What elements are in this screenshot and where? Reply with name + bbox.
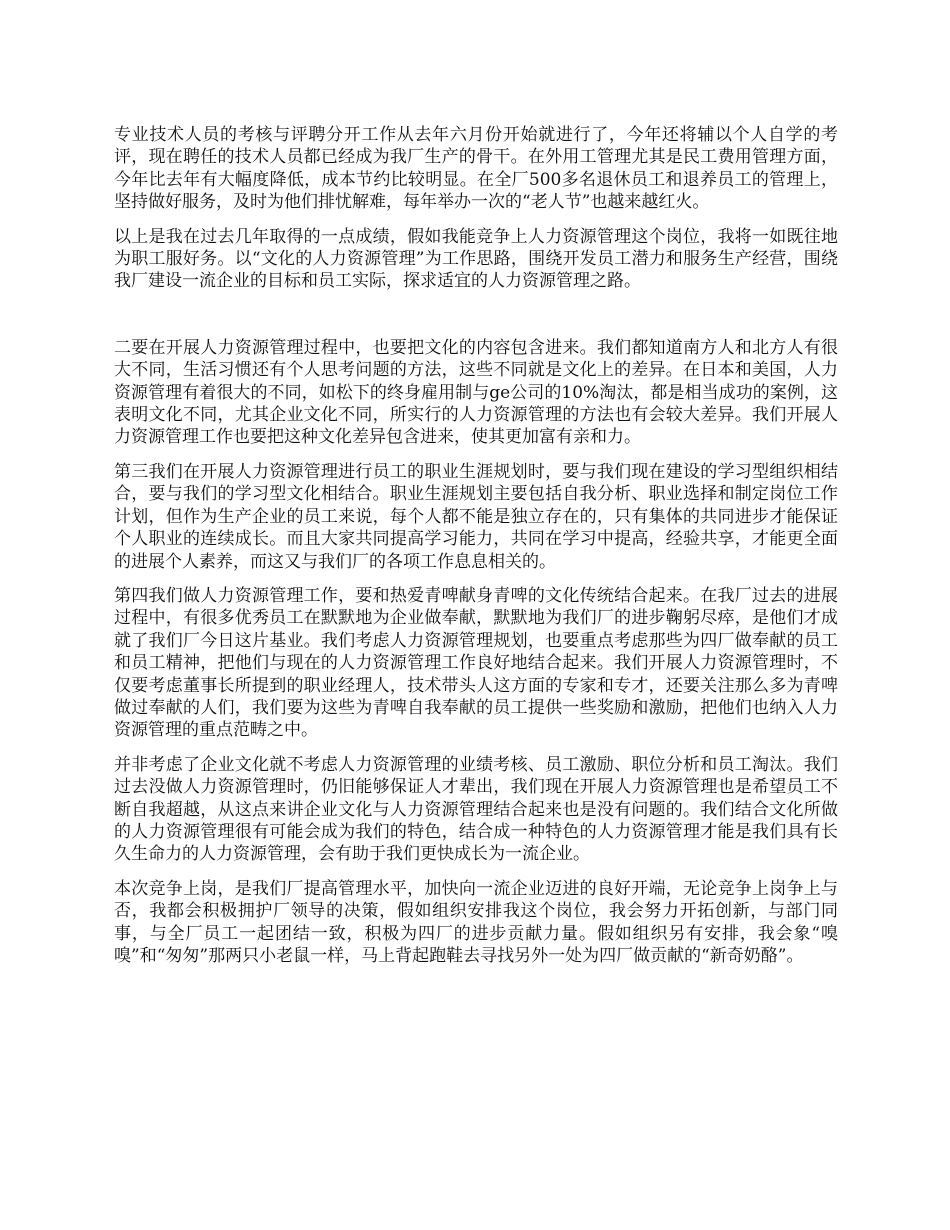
document-page — [114, 124, 838, 979]
paragraph-closing-statement: 本次竞争上岗，是我们厂提高管理水平，加快向一流企业迈进的良好开端，无论竞争上岗争上与否，我都会积极拥护厂领导的决策，假如组织安排我这个岗位，我会努力开拓创新，与部门同事，与全厂员工一起团结一致，积极为四厂的进步贡献力量。假如组织另有安排，我会象“嗅嗅”和“匆匆”那两只小老鼠一样，马上背起跑鞋去寻找另外一处为四厂做贡献的“新奇奶酪”。 — [114, 878, 838, 966]
paragraph-dedication-tradition: 第四我们做人力资源管理工作，要和热爱青啤献身青啤的文化传统结合起来。在我厂过去的进展过程中，有很多优秀员工在默默地为企业做奉献，默默地为我们厂的进步鞠躬尽瘁，是他们才成就了我们厂今日这片基业。我们考虑人力资源管理规划，也要重点考虑那些为四厂做奉献的员工和员工精神，把他们与现在的人力资源管理工作良好地结合起来。我们开展人力资源管理时，不仅要考虑董事长所提到的职业经理人，技术带头人这方面的专家和专才，还要关注那么多为青啤做过奉献的人们，我们要为这些为青啤自我奉献的员工提供一些奖励和激励，把他们也纳入人力资源管理的重点范畴之中。 — [114, 585, 838, 741]
paragraph-culture-in-hr: 二要在开展人力资源管理过程中，也要把文化的内容包含进来。我们都知道南方人和北方人有很大不同，生活习惯还有个人思考问题的方法，这些不同就是文化上的差异。在日本和美国，人力资源管理有着很大的不同，如松下的终身雇用制与ge公司的10%淘汰，都是相当成功的案例，这表明文化不同，尤其企业文化不同，所实行的人力资源管理的方法也有会较大差异。我们开展人力资源管理工作也要把这种文化差异包含进来，使其更加富有亲和力。 — [114, 337, 838, 448]
paragraph-tech-staff-review: 专业技术人员的考核与评聘分开工作从去年六月份开始就进行了，今年还将辅以个人自学的考评，现在聘任的技术人员都已经成为我厂生产的骨干。在外用工管理尤其是民工费用管理方面，今年比去年有大幅度降低，成本节约比较明显。在全厂500多名退休员工和退养员工的管理上，坚持做好服务，及时为他们排忧解难，每年举办一次的“老人节”也越来越红火。 — [114, 125, 838, 213]
paragraph-past-achievements: 以上是我在过去几年取得的一点成绩，假如我能竞争上人力资源管理这个岗位，我将一如既往地为职工服好务。以“文化的人力资源管理”为工作思路，围绕开发员工潜力和服务生产经营，围绕我厂建设一流企业的目标和员工实际，探求适宜的人力资源管理之路。 — [114, 226, 838, 292]
paragraph-performance-review: 并非考虑了企业文化就不考虑人力资源管理的业绩考核、员工激励、职位分析和员工淘汰。我们过去没做人力资源管理时，仍旧能够保证人才辈出，我们现在开展人力资源管理也是希望员工不断自我超越，从这点来讲企业文化与人力资源管理结合起来也是没有问题的。我们结合文化所做的人力资源管理很有可能会成为我们的特色，结合成一种特色的人力资源管理才能是我们具有长久生命力的人力资源管理，会有助于我们更快成长为一流企业。 — [114, 754, 838, 865]
paragraph-career-planning: 第三我们在开展人力资源管理进行员工的职业生涯规划时，要与我们现在建设的学习型组织相结合，要与我们的学习型文化相结合。职业生涯规划主要包括自我分析、职业选择和制定岗位工作计划，但作为生产企业的员工来说，每个人都不能是独立存在的，只有集体的共同进步才能保证个人职业的连续成长。而且大家共同提高学习能力，共同在学习中提高，经验共享，才能更全面的进展个人素养，而这又与我们厂的各项工作息息相关的。 — [114, 461, 838, 572]
